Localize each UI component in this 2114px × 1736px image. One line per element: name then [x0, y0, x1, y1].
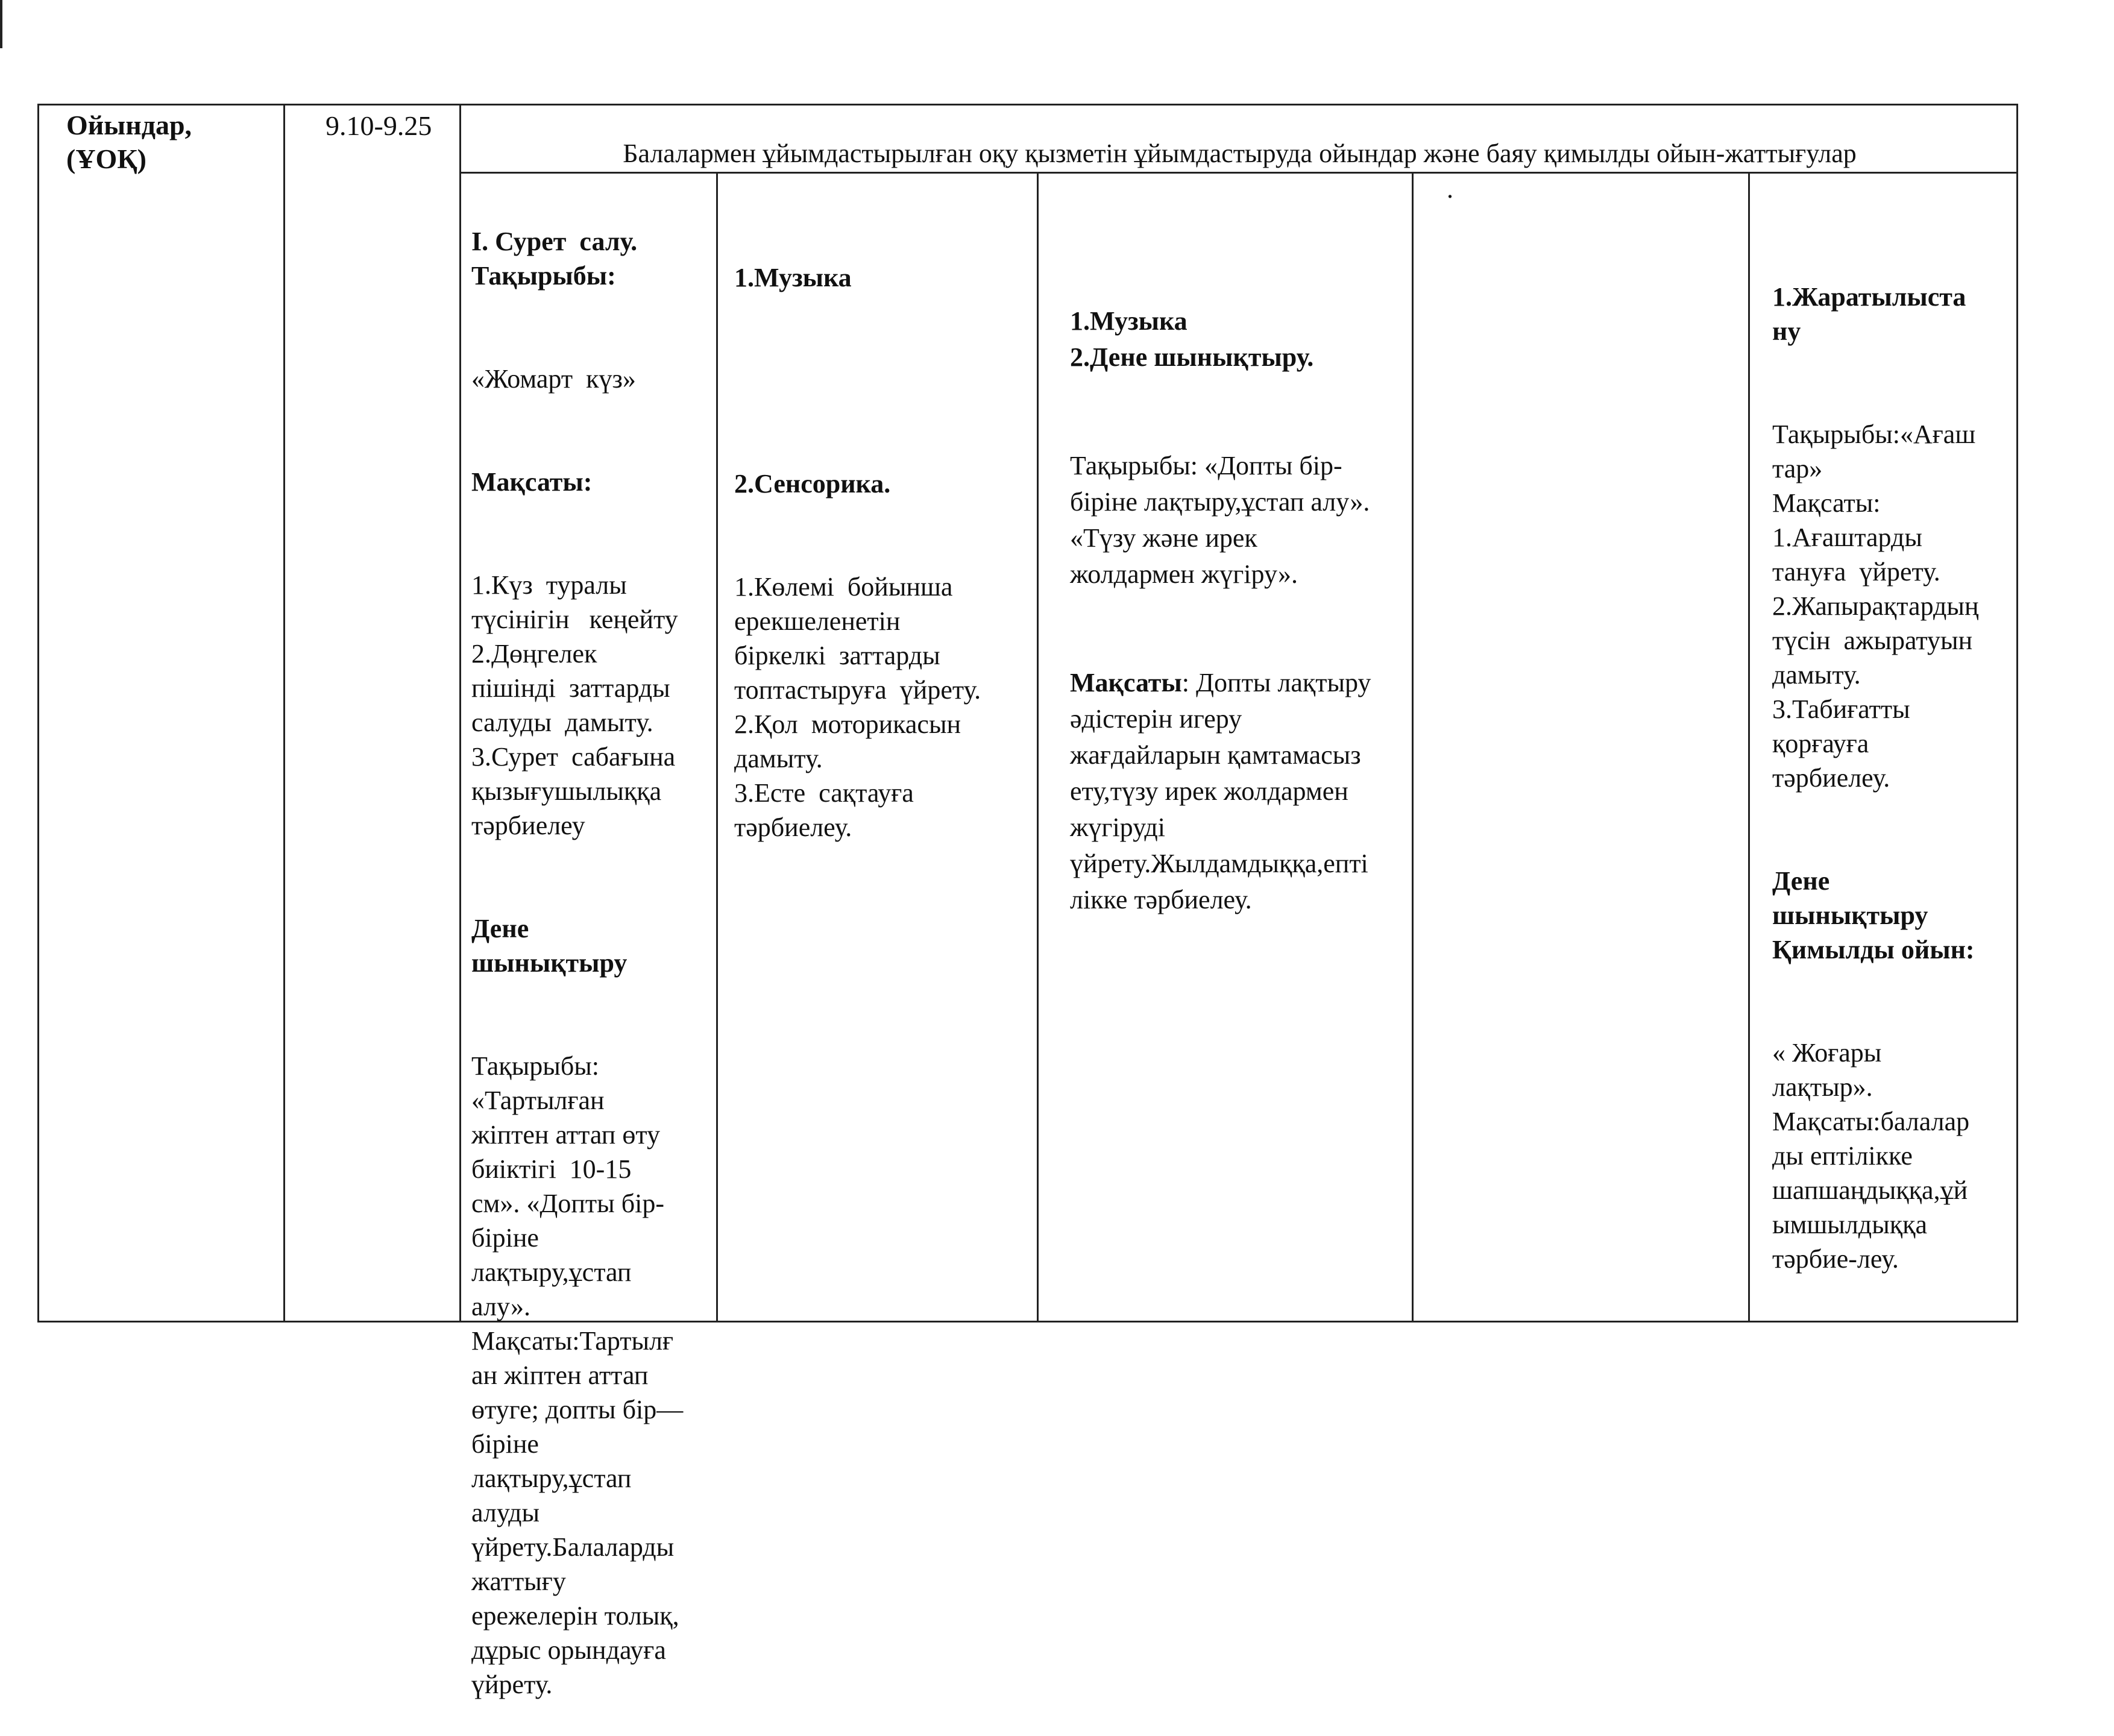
day3-goal-label: Мақсаты — [1070, 668, 1182, 697]
day2-music: 1.Музыка — [734, 263, 852, 292]
col-divider-3 — [716, 172, 718, 1322]
day5-title: 1.Жаратылыста ну — [1772, 282, 1966, 346]
day1-pe-text: Тақырыбы: «Тартылған жіптен аттап өту биіктігі 10-15 см». «Допты бір- біріне лақтыру,ұстап алу». Мақсаты:Тартылғ ан жіптен аттап өтуге; допты бір— біріне лақтыру,ұстап алуды үйрету.Балаларды жаттығу ережелерін толық, дұрыс орындауға үйрету. — [471, 1051, 684, 1699]
day1-topic: «Жомарт күз» — [471, 364, 636, 394]
activity-header: Балалармен ұйымдастырылған оқу қызметін ұйымдастыруда ойындар және баяу қимылды ойын-жаттығулар — [623, 139, 1857, 168]
scan-edge-mark — [0, 0, 2, 48]
day3-cell — [1070, 231, 1414, 954]
day2-sensorics: 2.Сенсорика. — [734, 469, 891, 498]
day4-cell: . — [1447, 174, 1453, 204]
col-divider-1 — [283, 104, 285, 1322]
day5-pe-text: « Жоғары лақтыр». Мақсаты:балалар ды ептілікке шапшаңдыққа,ұй ымшылдыққа тәрбие-леу. — [1772, 1038, 1970, 1274]
day1-pe-label: Дене шынықтыру — [471, 914, 628, 978]
day2-text: 1.Көлемі бойынша ерекшеленетін біркелкі заттарды топтастыруға үйрету. 2.Қол моторикасын дамыту. 3.Есте сақтауға тәрбиелеу. — [734, 572, 981, 842]
day2-cell — [734, 192, 1036, 879]
day1-goal-text: 1.Күз туралы түсінігін кеңейту 2.Дөңгелек пішінді заттарды салуды дамыту. 3.Сурет сабағына қызығушылыққа тәрбиелеу — [471, 570, 678, 840]
section-label: Ойындар, (ҰОҚ) — [66, 110, 192, 174]
time-slot: 9.10-9.25 — [326, 110, 432, 141]
day5-pe-label: Дене шынықтыру Қимылды ойын: — [1772, 866, 1975, 964]
day5-cell — [1772, 211, 2013, 1310]
day1-title: І. Сурет салу. Тақырыбы: — [471, 227, 638, 291]
day3-title: 1.Музыка 2.Дене шынықтыру. — [1070, 306, 1314, 372]
day1-cell — [471, 156, 713, 1736]
col-divider-4 — [1037, 172, 1039, 1322]
day3-goal — [1070, 665, 1414, 918]
col-divider-2 — [459, 104, 461, 1322]
col-divider-6 — [1748, 172, 1750, 1322]
day3-topic: Тақырыбы: «Допты бір- біріне лақтыру,ұстап алу». «Түзу және ирек жолдармен жүгіру». — [1070, 451, 1370, 589]
day5-text: Тақырыбы:«Ағаш тар» Мақсаты: 1.Ағаштарды тануға үйрету. 2.Жапырақтардың түсін ажыратуын дамыту. 3.Табиғатты қорғауға тәрбиелеу. — [1772, 420, 1979, 793]
day1-goal-label: Мақсаты: — [471, 467, 593, 497]
day3-goal-text: : Допты лақтыру әдістерін игеру жағдайларын қамтамасыз ету,түзу ирек жолдармен жүгіруді үйрету.Жылдамдыққа,епті лікке тәрбиелеу. — [1070, 668, 1371, 914]
